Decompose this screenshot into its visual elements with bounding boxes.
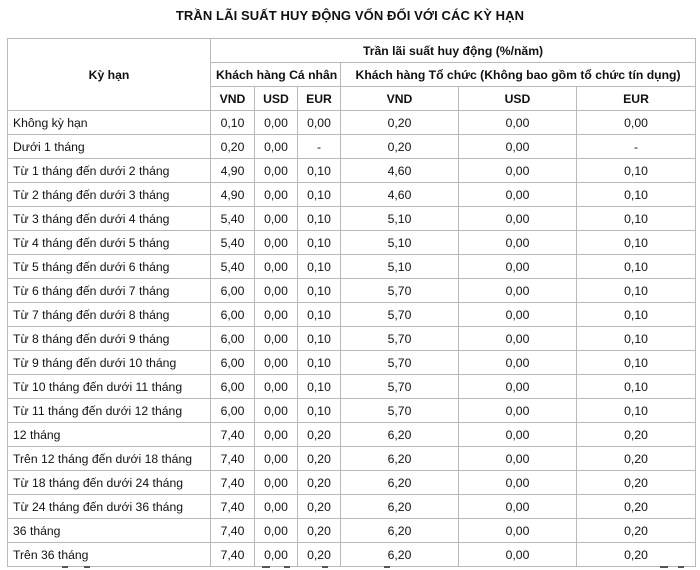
cell-organization-eur: 0,20 (577, 543, 696, 567)
cell-individual-eur: 0,20 (298, 447, 341, 471)
cell-individual-eur: 0,00 (298, 111, 341, 135)
cell-organization-usd: 0,00 (459, 543, 577, 567)
cell-term: Từ 8 tháng đến dưới 9 tháng (8, 327, 211, 351)
cell-organization-usd: 0,00 (459, 303, 577, 327)
cell-individual-eur: 0,10 (298, 327, 341, 351)
page-title: TRẦN LÃI SUẤT HUY ĐỘNG VỐN ĐỐI VỚI CÁC KỲ HẠN (175, 8, 525, 23)
cell-individual-usd: 0,00 (255, 255, 298, 279)
cell-individual-usd: 0,00 (255, 519, 298, 543)
cell-organization-vnd: 0,20 (341, 111, 459, 135)
cell-individual-eur: 0,10 (298, 375, 341, 399)
cell-individual-vnd: 4,90 (211, 183, 255, 207)
cell-organization-vnd: 5,10 (341, 255, 459, 279)
cell-individual-vnd: 6,00 (211, 399, 255, 423)
cell-organization-vnd: 6,20 (341, 447, 459, 471)
header-individual-vnd: VND (211, 87, 255, 111)
table-row (8, 423, 696, 447)
cell-term: 12 tháng (8, 423, 211, 447)
cell-term: Từ 2 tháng đến dưới 3 tháng (8, 183, 211, 207)
cell-organization-usd: 0,00 (459, 495, 577, 519)
cell-organization-usd: 0,00 (459, 159, 577, 183)
cell-individual-vnd: 0,20 (211, 135, 255, 159)
cell-organization-usd: 0,00 (459, 471, 577, 495)
cell-individual-usd: 0,00 (255, 303, 298, 327)
cell-individual-usd: 0,00 (255, 399, 298, 423)
cell-individual-vnd: 5,40 (211, 207, 255, 231)
cell-organization-vnd: 5,70 (341, 351, 459, 375)
header-organization-eur: EUR (577, 87, 696, 111)
cell-organization-vnd: 4,60 (341, 183, 459, 207)
table-row (8, 327, 696, 351)
cell-organization-eur: 0,10 (577, 399, 696, 423)
cell-organization-usd: 0,00 (459, 327, 577, 351)
cell-individual-eur: 0,10 (298, 303, 341, 327)
cell-organization-usd: 0,00 (459, 375, 577, 399)
cell-individual-eur: 0,20 (298, 495, 341, 519)
header-organization-vnd: VND (341, 87, 459, 111)
cell-term: Từ 6 tháng đến dưới 7 tháng (8, 279, 211, 303)
table-row (8, 399, 696, 423)
cell-individual-usd: 0,00 (255, 207, 298, 231)
cell-organization-vnd: 5,70 (341, 399, 459, 423)
cell-individual-eur: 0,10 (298, 207, 341, 231)
cell-organization-usd: 0,00 (459, 399, 577, 423)
table-row (8, 183, 696, 207)
cell-organization-vnd: 5,70 (341, 279, 459, 303)
table-row (8, 495, 696, 519)
cell-organization-vnd: 5,10 (341, 207, 459, 231)
cell-organization-eur: 0,10 (577, 327, 696, 351)
cell-organization-eur: 0,10 (577, 375, 696, 399)
table-row (8, 159, 696, 183)
cell-organization-usd: 0,00 (459, 279, 577, 303)
table-row (8, 471, 696, 495)
cell-organization-eur: 0,20 (577, 423, 696, 447)
cell-organization-usd: 0,00 (459, 183, 577, 207)
cell-individual-usd: 0,00 (255, 543, 298, 567)
cell-term: Từ 9 tháng đến dưới 10 tháng (8, 351, 211, 375)
cell-term: Trên 12 tháng đến dưới 18 tháng (8, 447, 211, 471)
header-term: Kỳ hạn (8, 39, 211, 111)
cell-individual-vnd: 5,40 (211, 255, 255, 279)
cell-organization-vnd: 6,20 (341, 423, 459, 447)
cell-organization-eur: 0,10 (577, 231, 696, 255)
table-row (8, 231, 696, 255)
cell-individual-usd: 0,00 (255, 159, 298, 183)
cell-individual-vnd: 7,40 (211, 447, 255, 471)
cell-term: Trên 36 tháng (8, 543, 211, 567)
header-individual-usd: USD (255, 87, 298, 111)
cell-individual-eur: 0,10 (298, 279, 341, 303)
header-individual-customers: Khách hàng Cá nhân (211, 63, 341, 87)
cell-organization-eur: 0,20 (577, 471, 696, 495)
cell-term: 36 tháng (8, 519, 211, 543)
cell-term: Không kỳ hạn (8, 111, 211, 135)
cell-individual-eur: 0,10 (298, 351, 341, 375)
cell-term: Từ 7 tháng đến dưới 8 tháng (8, 303, 211, 327)
cell-organization-usd: 0,00 (459, 231, 577, 255)
cell-organization-eur: 0,10 (577, 183, 696, 207)
cropped-text-fragment (0, 566, 700, 570)
cell-individual-usd: 0,00 (255, 183, 298, 207)
table-row (8, 207, 696, 231)
cell-individual-eur: 0,10 (298, 399, 341, 423)
cell-individual-vnd: 7,40 (211, 543, 255, 567)
cell-individual-eur: 0,20 (298, 471, 341, 495)
cell-organization-vnd: 6,20 (341, 543, 459, 567)
cell-organization-vnd: 6,20 (341, 471, 459, 495)
cell-individual-usd: 0,00 (255, 351, 298, 375)
cell-organization-eur: 0,10 (577, 207, 696, 231)
cell-organization-eur: 0,10 (577, 279, 696, 303)
cell-individual-vnd: 5,40 (211, 231, 255, 255)
cell-individual-usd: 0,00 (255, 375, 298, 399)
cell-term: Từ 18 tháng đến dưới 24 tháng (8, 471, 211, 495)
cell-organization-vnd: 6,20 (341, 495, 459, 519)
cell-individual-usd: 0,00 (255, 279, 298, 303)
table-row (8, 255, 696, 279)
cell-individual-eur: 0,10 (298, 231, 341, 255)
cell-organization-usd: 0,00 (459, 207, 577, 231)
cell-individual-vnd: 7,40 (211, 519, 255, 543)
cell-term: Từ 11 tháng đến dưới 12 tháng (8, 399, 211, 423)
cell-organization-eur: 0,00 (577, 111, 696, 135)
cell-individual-vnd: 0,10 (211, 111, 255, 135)
cell-organization-vnd: 5,70 (341, 327, 459, 351)
cell-organization-usd: 0,00 (459, 255, 577, 279)
cell-individual-usd: 0,00 (255, 423, 298, 447)
cell-organization-usd: 0,00 (459, 135, 577, 159)
cell-individual-vnd: 6,00 (211, 279, 255, 303)
cell-organization-vnd: 5,70 (341, 375, 459, 399)
cell-organization-vnd: 5,10 (341, 231, 459, 255)
cell-individual-usd: 0,00 (255, 447, 298, 471)
cell-individual-usd: 0,00 (255, 327, 298, 351)
cell-organization-eur: 0,20 (577, 495, 696, 519)
cell-individual-eur: 0,10 (298, 255, 341, 279)
cell-individual-eur: 0,20 (298, 519, 341, 543)
cell-organization-usd: 0,00 (459, 519, 577, 543)
cell-organization-eur: 0,10 (577, 303, 696, 327)
table-row (8, 111, 696, 135)
cell-individual-vnd: 6,00 (211, 327, 255, 351)
cell-individual-vnd: 7,40 (211, 423, 255, 447)
cell-individual-usd: 0,00 (255, 495, 298, 519)
cell-individual-vnd: 6,00 (211, 303, 255, 327)
cell-term: Từ 3 tháng đến dưới 4 tháng (8, 207, 211, 231)
cell-term: Từ 4 tháng đến dưới 5 tháng (8, 231, 211, 255)
cell-organization-vnd: 0,20 (341, 135, 459, 159)
cell-term: Từ 1 tháng đến dưới 2 tháng (8, 159, 211, 183)
cell-organization-usd: 0,00 (459, 351, 577, 375)
cell-individual-usd: 0,00 (255, 231, 298, 255)
cell-organization-usd: 0,00 (459, 447, 577, 471)
cell-individual-usd: 0,00 (255, 471, 298, 495)
cell-individual-vnd: 7,40 (211, 471, 255, 495)
table-row (8, 303, 696, 327)
cell-individual-eur: 0,10 (298, 183, 341, 207)
cell-organization-eur: 0,10 (577, 255, 696, 279)
table-row (8, 447, 696, 471)
cell-organization-eur: 0,10 (577, 351, 696, 375)
cell-organization-usd: 0,00 (459, 111, 577, 135)
table-row (8, 375, 696, 399)
cell-individual-eur: - (298, 135, 341, 159)
header-ceiling-rate: Trần lãi suất huy động (%/năm) (211, 39, 696, 63)
header-organization-usd: USD (459, 87, 577, 111)
table-row (8, 279, 696, 303)
cell-individual-vnd: 4,90 (211, 159, 255, 183)
cell-individual-eur: 0,10 (298, 159, 341, 183)
header-individual-eur: EUR (298, 87, 341, 111)
cell-individual-eur: 0,20 (298, 543, 341, 567)
cell-organization-vnd: 6,20 (341, 519, 459, 543)
table-body (8, 111, 696, 567)
cell-individual-vnd: 6,00 (211, 351, 255, 375)
cell-individual-vnd: 7,40 (211, 495, 255, 519)
cell-individual-vnd: 6,00 (211, 375, 255, 399)
cell-individual-usd: 0,00 (255, 111, 298, 135)
cell-term: Từ 10 tháng đến dưới 11 tháng (8, 375, 211, 399)
cell-term: Từ 24 tháng đến dưới 36 tháng (8, 495, 211, 519)
cell-term: Dưới 1 tháng (8, 135, 211, 159)
table-row (8, 135, 696, 159)
header-organization-customers: Khách hàng Tổ chức (Không bao gồm tổ chức tín dụng) (341, 63, 696, 87)
cell-organization-vnd: 4,60 (341, 159, 459, 183)
cell-organization-eur: 0,20 (577, 519, 696, 543)
cell-organization-vnd: 5,70 (341, 303, 459, 327)
interest-rate-table (7, 38, 696, 567)
cell-organization-eur: 0,10 (577, 159, 696, 183)
cell-organization-usd: 0,00 (459, 423, 577, 447)
table-row (8, 351, 696, 375)
cell-individual-usd: 0,00 (255, 135, 298, 159)
cell-organization-eur: 0,20 (577, 447, 696, 471)
cell-organization-eur: - (577, 135, 696, 159)
table-row (8, 519, 696, 543)
cell-term: Từ 5 tháng đến dưới 6 tháng (8, 255, 211, 279)
table-row (8, 543, 696, 567)
cell-individual-eur: 0,20 (298, 423, 341, 447)
